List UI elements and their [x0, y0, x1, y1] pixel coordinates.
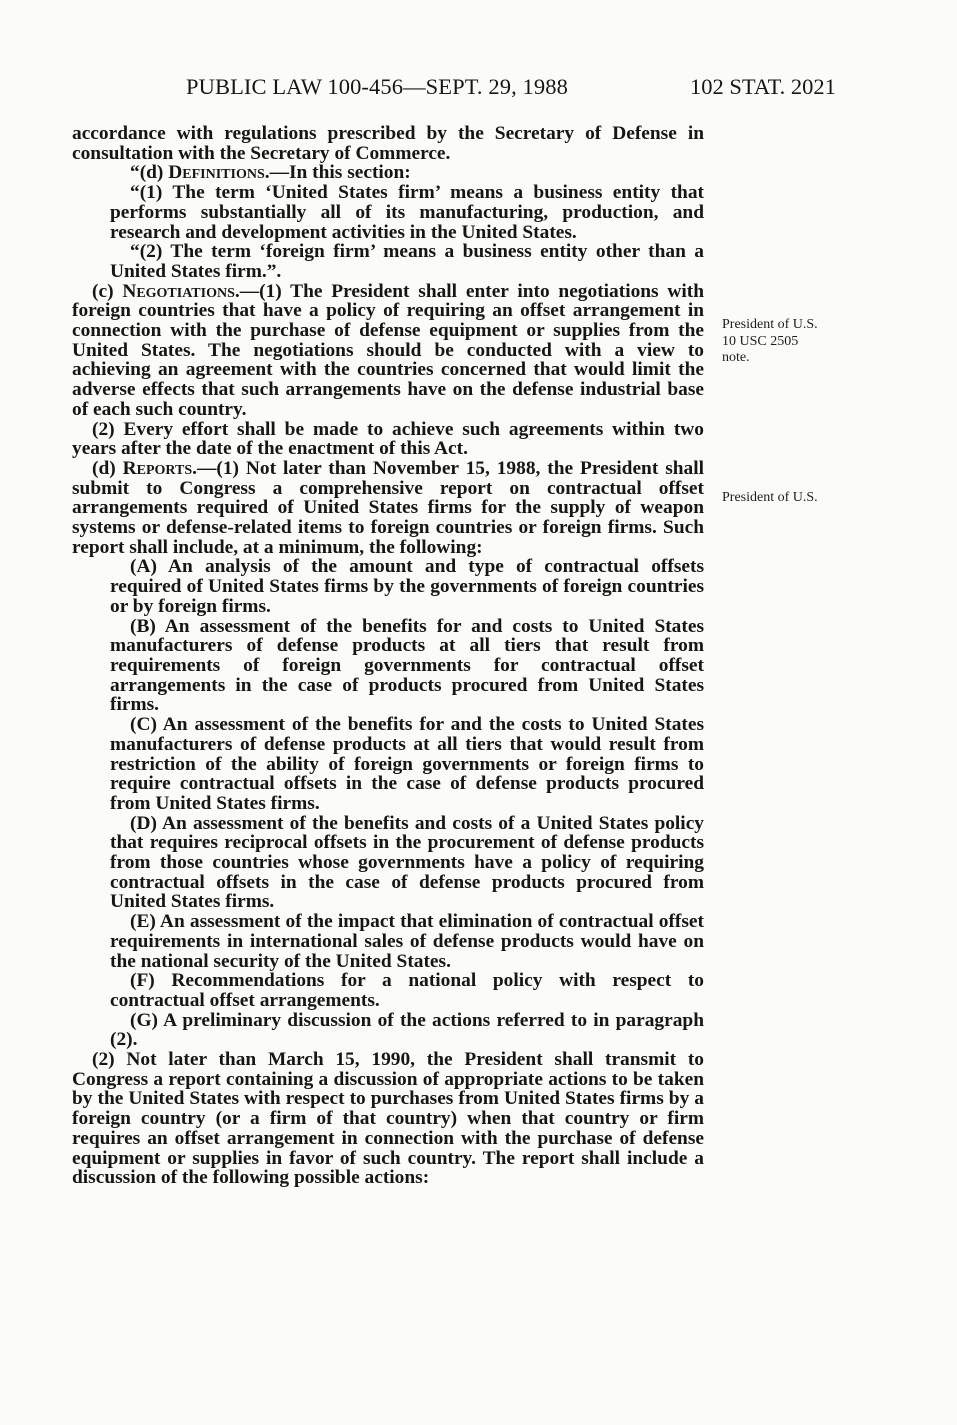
paragraph-item-g: (G) A preliminary discussion of the actions referred to in paragraph (2). — [110, 1009, 704, 1051]
paragraph-reports-2: (2) Not later than March 15, 1990, the President shall transmit to Congress a report containing a discussion of appropriate actions to be taken by the United States with respect to purchases from United States firms by a foreign country (or a firm of that country) when that country or firm requires an offset arrangement in connection with the purchase of defense equipment or supplies in favor of such country. The report shall include a discussion of the following possible actions: — [72, 1049, 704, 1189]
paragraph-negotiations-2: (2) Every effort shall be made to achieve such agreements within two years after the date of the enactment of this Act. — [72, 418, 704, 460]
stat-page-number: 102 STAT. 2021 — [690, 74, 836, 99]
paragraph-item-f: (F) Recommendations for a national policy with respect to contractual offset arrangements. — [110, 970, 704, 1011]
law-title-header: PUBLIC LAW 100-456—SEPT. 29, 1988 — [186, 74, 568, 99]
paragraph-item-d: (D) An assessment of the benefits and costs of a United States policy that requires reciprocal offsets in the procurement of defense products from those countries whose governments have a policy of requiring contractual offsets in the case of defense products procured from United States firms. — [110, 812, 704, 913]
paragraph-item-e: (E) An assessment of the impact that elimination of contractual offset requirements in international sales of defense products would have on the national security of the United States. — [110, 911, 704, 972]
paragraph-item-c: (C) An assessment of the benefits for and the costs to United States manufacturers of defense products at all tiers that would result from restriction of the ability of foreign governments or foreign firms to require contractual offsets in the case of defense products procured from United States firms. — [110, 714, 704, 814]
paragraph-item-b: (B) An assessment of the benefits for and costs to United States manufacturers of defense products at all tiers that result from requirements of foreign governments for contractual offset arrangements in the case of products procured from United States firms. — [110, 615, 704, 716]
body-text — [72, 124, 704, 1188]
paragraph-negotiations: (c) Negotiations.—(1) The President shall enter into negotiations with foreign countries that have a policy of requiring an offset arrangement in connection with the purchase of defense equipment or supplies from the United States. The negotiations should be conducted with a view to achieving an agreement with the countries concerned that would limit the adverse effects that such arrangements have on the defense industrial base of each such country. — [72, 280, 704, 420]
heading-reports: Reports — [122, 457, 193, 479]
paragraph-reports: (d) Reports.—(1) Not later than November 15, 1988, the President shall submit to Congress a comprehensive report on contractual offset arrangements required of United States firms for the supply of weapon systems or defense-related items to foreign countries or foreign firms. Such report shall include, at a minimum, the following: — [72, 457, 704, 558]
paragraph-definition-1: “(1) The term ‘United States firm’ means a business entity that performs substantially all of its manufacturing, production, and research and development activities in the United States. — [110, 182, 704, 243]
heading-negotiations: Negotiations — [122, 280, 235, 302]
paragraph-definitions: “(d) Definitions.—In this section: — [130, 162, 411, 184]
paragraph-item-a: (A) An analysis of the amount and type of contractual offsets required of United States firms by the governments of foreign countries or by foreign firms. — [110, 556, 704, 617]
heading-definitions: Definitions — [168, 162, 265, 184]
paragraph-continuation: accordance with regulations prescribed by the Secretary of Defense in consultation with the Secretary of Commerce. — [72, 123, 704, 164]
paragraph-definition-2: “(2) The term ‘foreign firm’ means a business entity other than a United States firm.”. — [110, 241, 704, 282]
margin-note-negotiations: President of U.S. 10 USC 2505 note. — [722, 317, 818, 365]
margin-note-reports: President of U.S. — [722, 490, 818, 505]
